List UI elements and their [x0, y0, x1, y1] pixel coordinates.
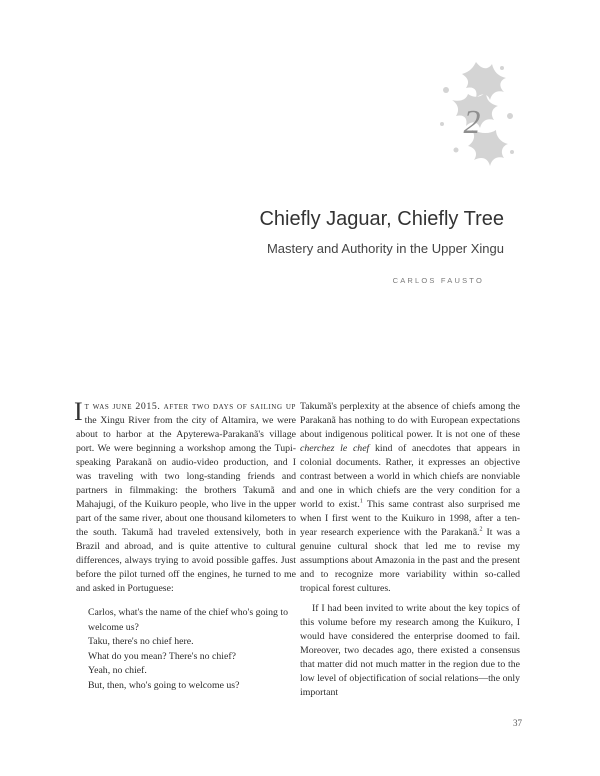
drop-cap: I [74, 397, 83, 426]
chapter-title: Chiefly Jaguar, Chiefly Tree [259, 208, 504, 230]
opening-smallcaps: t was june 2015. after two days of sailing up [84, 401, 296, 412]
dialogue-block [76, 606, 296, 693]
chapter-author: CARLOS FAUSTO [392, 276, 484, 285]
page-number: 37 [513, 718, 522, 728]
dialogue-line: What do you mean? There's no chief? [88, 650, 236, 662]
dialogue-line: Taku, there's no chief here. [88, 636, 194, 647]
lead-paragraph-text: the Xingu River from the city of Altamira, we were about to harbor at the Apyterewa-Parakanã's village port. We were beginning a workshop among the Tupi-speaking Parakanã on audio-video production, and I was traveling with two long-standing friends and partners in filmmaking: the brothers Takumã and Mahajugi, of the Kuikuro people, who live in the upper part of the same river, about one thousand kilometers to the south. Takumã had traveled extensively, both in Brazil and abroad, and is quite attentive to cultural differences, always trying to avoid possible gaffes. Just before the pilot turned off the engines, he turned to me and asked in Portuguese: [76, 415, 296, 594]
body-paragraph: If I had been invited to write about the key topics of this volume before my research among the Kuikuro, I would have considered the enterprise doomed to fail. Moreover, two decades ago, there existed a consensus that matter did not much matter in the region due to the low level of objectification of social relations—the only important [300, 603, 520, 698]
right-column [300, 400, 520, 700]
left-column [74, 397, 296, 693]
italic-phrase: cherchez le chef [300, 443, 370, 454]
chapter-number: 2 [463, 104, 481, 141]
dialogue-line: Yeah, no chief. [88, 665, 147, 676]
opening-paragraph [74, 397, 296, 596]
body-paragraph [300, 400, 520, 596]
footnote-marker[interactable]: 2 [479, 526, 483, 533]
chapter-subtitle: Mastery and Authority in the Upper Xingu [266, 241, 504, 256]
body-text: Takumã's perplexity at the absence of chiefs among the Parakanã has nothing to do with European expectations about indigenous political power. It is not one of these [300, 401, 520, 440]
body-text: It was a genuine cultural shock that led me to revise my assumptions about Amazonia in the past and the present and to recognize more variability within so-called tropical forest cultures. [300, 527, 521, 594]
body-text: This same contrast also surprised me when I first went to the Kuikuro in 1998, after a ten-year research experience with the Parakanã. [300, 499, 520, 538]
body-text: kind of anecdotes that appears in colonial documents. Rather, it expresses an objective contrast between a world in which chiefs are nonviable and one in which chiefs are the very condition for a world to exist. [300, 443, 520, 510]
footnote-marker[interactable]: 1 [359, 498, 363, 505]
dialogue-line: But, then, who's going to welcome us? [88, 679, 240, 691]
dialogue-line: Carlos, what's the name of the chief who's going to welcome us? [88, 607, 288, 633]
